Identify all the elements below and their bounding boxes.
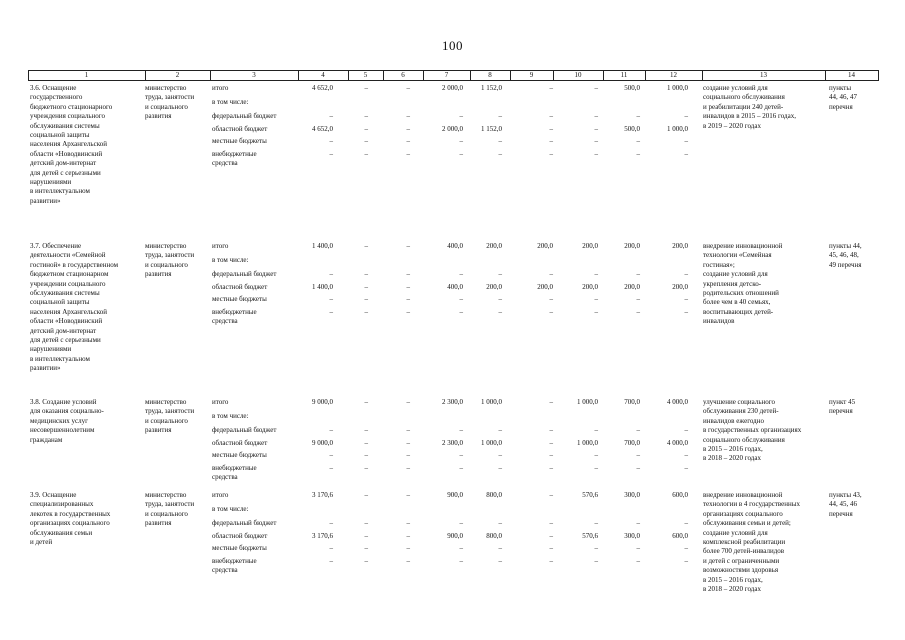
amount-cell: – (406, 426, 410, 434)
column-header-13: 13 (760, 71, 767, 79)
amount-cell: 570,6 (582, 532, 598, 540)
amount-cell: 4 000,0 (667, 439, 688, 447)
amount-cell: 200,0 (537, 283, 553, 291)
funding-source: местные бюджеты (212, 295, 267, 303)
amount-cell: – (498, 426, 502, 434)
table-header-bottom-rule (28, 80, 878, 81)
column-header-6: 6 (401, 71, 405, 79)
amount-cell: 1 000,0 (667, 84, 688, 92)
amount-cell: – (459, 295, 463, 303)
amount-cell: 800,0 (486, 491, 502, 499)
funding-source: итого (212, 491, 229, 499)
amount-cell: – (684, 270, 688, 278)
amount-cell: – (594, 426, 598, 434)
amount-cell: 1 400,0 (312, 242, 333, 250)
amount-cell: – (406, 270, 410, 278)
amount-cell: – (459, 451, 463, 459)
funding-source: внебюджетные средства (212, 557, 257, 575)
amount-cell: – (329, 308, 333, 316)
measure-name: 3.9. Оснащение специализированных лекотек в государственных организациях социального обслуживания семьи и детей (30, 491, 111, 547)
amount-cell: – (364, 270, 368, 278)
column-divider (553, 70, 554, 81)
column-divider (603, 70, 604, 81)
amount-cell: – (684, 464, 688, 472)
amount-cell: – (636, 426, 640, 434)
amount-cell: – (498, 137, 502, 145)
column-divider (702, 70, 703, 81)
amount-cell: – (329, 557, 333, 565)
amount-cell: 400,0 (447, 283, 463, 291)
funding-source: местные бюджеты (212, 451, 267, 459)
amount-cell: – (459, 544, 463, 552)
column-divider (470, 70, 471, 81)
list-reference: пункты 43, 44, 45, 46 перечня (829, 491, 862, 518)
column-divider (510, 70, 511, 81)
amount-cell: – (406, 451, 410, 459)
amount-cell: – (684, 451, 688, 459)
funding-source: в том числе: (212, 505, 249, 513)
amount-cell: – (549, 464, 553, 472)
column-header-12: 12 (670, 71, 677, 79)
amount-cell: – (594, 84, 598, 92)
column-header-7: 7 (444, 71, 449, 79)
amount-cell: – (364, 398, 368, 406)
amount-cell: – (684, 308, 688, 316)
amount-cell: – (549, 544, 553, 552)
amount-cell: – (406, 308, 410, 316)
funding-source: внебюджетные средства (212, 150, 257, 168)
amount-cell: – (498, 308, 502, 316)
amount-cell: – (329, 544, 333, 552)
amount-cell: 3 170,6 (312, 491, 333, 499)
amount-cell: – (549, 398, 553, 406)
column-divider (298, 70, 299, 81)
amount-cell: – (329, 295, 333, 303)
amount-cell: 1 000,0 (481, 398, 502, 406)
amount-cell: – (594, 464, 598, 472)
expected-result: создание условий для социального обслуживания и реабилитации 240 детей- инвалидов в 2015 – 2016 годах, в 2019 – 2020 годах (703, 84, 796, 130)
amount-cell: – (459, 150, 463, 158)
amount-cell: 2 300,0 (442, 439, 463, 447)
amount-cell: – (549, 125, 553, 133)
column-divider (145, 70, 146, 81)
amount-cell: 900,0 (447, 491, 463, 499)
amount-cell: 1 000,0 (577, 398, 598, 406)
amount-cell: – (636, 557, 640, 565)
amount-cell: – (549, 557, 553, 565)
amount-cell: – (406, 544, 410, 552)
executor: министерство труда, занятости и социального развития (145, 242, 195, 279)
amount-cell: – (406, 137, 410, 145)
amount-cell: 200,0 (624, 242, 640, 250)
column-divider (348, 70, 349, 81)
amount-cell: – (636, 544, 640, 552)
amount-cell: 1 000,0 (577, 439, 598, 447)
amount-cell: – (549, 451, 553, 459)
amount-cell: – (498, 464, 502, 472)
amount-cell: – (594, 112, 598, 120)
amount-cell: – (364, 491, 368, 499)
amount-cell: – (329, 519, 333, 527)
funding-source: итого (212, 242, 229, 250)
amount-cell: – (636, 295, 640, 303)
amount-cell: – (364, 242, 368, 250)
amount-cell: – (459, 464, 463, 472)
funding-source: в том числе: (212, 256, 249, 264)
amount-cell: – (329, 137, 333, 145)
amount-cell: – (594, 150, 598, 158)
amount-cell: 2 000,0 (442, 84, 463, 92)
executor: министерство труда, занятости и социального развития (145, 398, 195, 435)
column-header-1: 1 (84, 71, 89, 79)
amount-cell: – (406, 491, 410, 499)
page-number: 100 (442, 38, 463, 53)
column-header-11: 11 (620, 71, 628, 79)
funding-source: федеральный бюджет (212, 270, 277, 278)
amount-cell: – (406, 283, 410, 291)
amount-cell: – (364, 544, 368, 552)
amount-cell: 200,0 (486, 242, 502, 250)
amount-cell: – (636, 308, 640, 316)
amount-cell: – (594, 295, 598, 303)
amount-cell: – (636, 150, 640, 158)
amount-cell: 3 170,6 (312, 532, 333, 540)
amount-cell: 4 652,0 (312, 125, 333, 133)
amount-cell: – (498, 544, 502, 552)
amount-cell: – (549, 295, 553, 303)
amount-cell: – (459, 308, 463, 316)
expected-result: улучшение социального обслуживания 230 детей- инвалидов ежегодно в государственных организациях социального обслуживания в 2015 – 2016 годах, в 2018 – 2020 годах (703, 398, 802, 463)
measure-name: 3.6. Оснащение государственного бюджетного стационарного учреждения социального обслуживания системы социальной защиты населения Архангельской области «Новодвинский детский дом-интернат для детей с серьезными нарушениями в интеллектуальном развитии» (30, 84, 113, 205)
funding-source: федеральный бюджет (212, 112, 277, 120)
amount-cell: 200,0 (582, 283, 598, 291)
amount-cell: 600,0 (672, 491, 688, 499)
column-header-5: 5 (363, 71, 368, 79)
amount-cell: – (684, 544, 688, 552)
executor: министерство труда, занятости и социального развития (145, 84, 195, 121)
amount-cell: – (498, 112, 502, 120)
amount-cell: – (636, 464, 640, 472)
list-reference: пункт 45 перечня (829, 398, 856, 416)
column-header-3: 3 (252, 71, 256, 79)
amount-cell: – (549, 426, 553, 434)
amount-cell: – (636, 451, 640, 459)
amount-cell: 900,0 (447, 532, 463, 540)
amount-cell: 1 152,0 (481, 84, 502, 92)
amount-cell: – (364, 532, 368, 540)
amount-cell: – (406, 398, 410, 406)
amount-cell: – (364, 283, 368, 291)
funding-source: областной бюджет (212, 283, 268, 291)
amount-cell: – (684, 426, 688, 434)
amount-cell: – (498, 451, 502, 459)
amount-cell: – (498, 295, 502, 303)
amount-cell: – (364, 308, 368, 316)
column-divider (210, 70, 211, 81)
amount-cell: – (459, 270, 463, 278)
amount-cell: 400,0 (447, 242, 463, 250)
amount-cell: – (364, 426, 368, 434)
amount-cell: 500,0 (624, 84, 640, 92)
amount-cell: 200,0 (582, 242, 598, 250)
amount-cell: – (549, 519, 553, 527)
funding-source: областной бюджет (212, 439, 268, 447)
column-header-9: 9 (529, 71, 534, 79)
amount-cell: – (549, 84, 553, 92)
amount-cell: 1 000,0 (481, 439, 502, 447)
amount-cell: – (406, 439, 410, 447)
amount-cell: – (549, 308, 553, 316)
amount-cell: – (549, 137, 553, 145)
funding-source: местные бюджеты (212, 544, 267, 552)
amount-cell: – (329, 270, 333, 278)
amount-cell: – (549, 532, 553, 540)
amount-cell: 9 000,0 (312, 398, 333, 406)
amount-cell: – (459, 557, 463, 565)
amount-cell: – (329, 426, 333, 434)
amount-cell: – (594, 125, 598, 133)
measure-name: 3.8. Создание условий для оказания социально- медицинских услуг несовершеннолетним гражданам (30, 398, 104, 444)
column-divider (423, 70, 424, 81)
amount-cell: – (364, 112, 368, 120)
amount-cell: – (549, 150, 553, 158)
amount-cell: – (498, 519, 502, 527)
amount-cell: 600,0 (672, 532, 688, 540)
amount-cell: – (364, 137, 368, 145)
amount-cell: 300,0 (624, 532, 640, 540)
expected-result: внедрение инновационной технологии в 4 государственных организациях социального обслуживания семьи и детей; создание условий для комплексной реабилитации более 700 детей-инвалидов и детей с ограниченными возможностями здоровья в 2015 – 2016 годах, в 2018 – 2020 годах (703, 491, 800, 594)
amount-cell: 2 000,0 (442, 125, 463, 133)
amount-cell: – (364, 451, 368, 459)
amount-cell: – (549, 491, 553, 499)
amount-cell: – (549, 270, 553, 278)
amount-cell: – (498, 150, 502, 158)
funding-source: в том числе: (212, 412, 249, 420)
amount-cell: 200,0 (672, 242, 688, 250)
amount-cell: – (684, 295, 688, 303)
amount-cell: – (329, 451, 333, 459)
amount-cell: – (364, 439, 368, 447)
amount-cell: – (364, 150, 368, 158)
amount-cell: – (498, 557, 502, 565)
amount-cell: – (329, 112, 333, 120)
amount-cell: – (406, 464, 410, 472)
amount-cell: 4 652,0 (312, 84, 333, 92)
amount-cell: – (406, 112, 410, 120)
amount-cell: – (594, 519, 598, 527)
expected-result: внедрение инновационной технологии «Семейная гостиная»; создание условий для укрепления детско- родительских отношений более чем в 40 семьях, воспитывающих детей- инвалидов (703, 242, 783, 326)
amount-cell: 700,0 (624, 398, 640, 406)
amount-cell: 200,0 (537, 242, 553, 250)
funding-source: областной бюджет (212, 532, 268, 540)
amount-cell: 4 000,0 (667, 398, 688, 406)
amount-cell: 500,0 (624, 125, 640, 133)
amount-cell: – (329, 464, 333, 472)
amount-cell: – (459, 137, 463, 145)
column-divider (383, 70, 384, 81)
column-header-10: 10 (574, 71, 582, 79)
funding-source: областной бюджет (212, 125, 268, 133)
amount-cell: – (406, 557, 410, 565)
amount-cell: – (498, 270, 502, 278)
funding-source: внебюджетные средства (212, 464, 257, 482)
amount-cell: – (364, 464, 368, 472)
amount-cell: – (459, 112, 463, 120)
amount-cell: – (636, 270, 640, 278)
amount-cell: – (594, 270, 598, 278)
funding-source: местные бюджеты (212, 137, 267, 145)
funding-source: федеральный бюджет (212, 426, 277, 434)
amount-cell: 200,0 (624, 283, 640, 291)
amount-cell: – (406, 84, 410, 92)
amount-cell: – (406, 125, 410, 133)
amount-cell: – (684, 112, 688, 120)
amount-cell: 200,0 (672, 283, 688, 291)
amount-cell: – (406, 295, 410, 303)
amount-cell: – (636, 137, 640, 145)
amount-cell: 1 400,0 (312, 283, 333, 291)
amount-cell: 9 000,0 (312, 439, 333, 447)
funding-source: внебюджетные средства (212, 308, 257, 326)
list-reference: пункты 44, 46, 47 перечня (829, 84, 857, 111)
amount-cell: 2 300,0 (442, 398, 463, 406)
amount-cell: – (406, 150, 410, 158)
funding-source: итого (212, 398, 229, 406)
amount-cell: – (549, 112, 553, 120)
amount-cell: – (594, 308, 598, 316)
list-reference: пункты 44, 45, 46, 48, 49 перечня (829, 242, 862, 269)
amount-cell: – (684, 137, 688, 145)
column-divider (28, 70, 29, 81)
amount-cell: – (364, 295, 368, 303)
amount-cell: – (594, 451, 598, 459)
amount-cell: – (636, 112, 640, 120)
funding-source: федеральный бюджет (212, 519, 277, 527)
executor: министерство труда, занятости и социального развития (145, 491, 195, 528)
amount-cell: – (329, 150, 333, 158)
column-header-8: 8 (488, 71, 492, 79)
amount-cell: 300,0 (624, 491, 640, 499)
column-header-14: 14 (848, 71, 855, 79)
amount-cell: – (364, 519, 368, 527)
amount-cell: – (459, 519, 463, 527)
column-divider (825, 70, 826, 81)
amount-cell: 200,0 (486, 283, 502, 291)
amount-cell: – (594, 544, 598, 552)
amount-cell: – (684, 519, 688, 527)
column-header-2: 2 (175, 71, 180, 79)
amount-cell: – (594, 557, 598, 565)
amount-cell: 700,0 (624, 439, 640, 447)
amount-cell: – (406, 532, 410, 540)
amount-cell: – (549, 439, 553, 447)
amount-cell: – (594, 137, 598, 145)
amount-cell: 1 000,0 (667, 125, 688, 133)
amount-cell: – (364, 557, 368, 565)
amount-cell: – (636, 519, 640, 527)
amount-cell: 1 152,0 (481, 125, 502, 133)
amount-cell: – (406, 242, 410, 250)
measure-name: 3.7. Обеспечение деятельности «Семейной гостиной» в государственном бюджетном стационарном учреждении социального обслуживания системы социальной защиты населения Архангельской области «Новодвинский детский дом-интернат для детей с серьезными нарушениями в интеллектуальном развитии» (30, 242, 119, 373)
column-divider (878, 70, 879, 81)
amount-cell: – (364, 84, 368, 92)
amount-cell: – (684, 557, 688, 565)
amount-cell: – (364, 125, 368, 133)
funding-source: в том числе: (212, 98, 249, 106)
column-header-4: 4 (321, 71, 325, 79)
amount-cell: 800,0 (486, 532, 502, 540)
amount-cell: – (459, 426, 463, 434)
amount-cell: – (406, 519, 410, 527)
amount-cell: 570,6 (582, 491, 598, 499)
funding-source: итого (212, 84, 229, 92)
amount-cell: – (684, 150, 688, 158)
column-divider (645, 70, 646, 81)
